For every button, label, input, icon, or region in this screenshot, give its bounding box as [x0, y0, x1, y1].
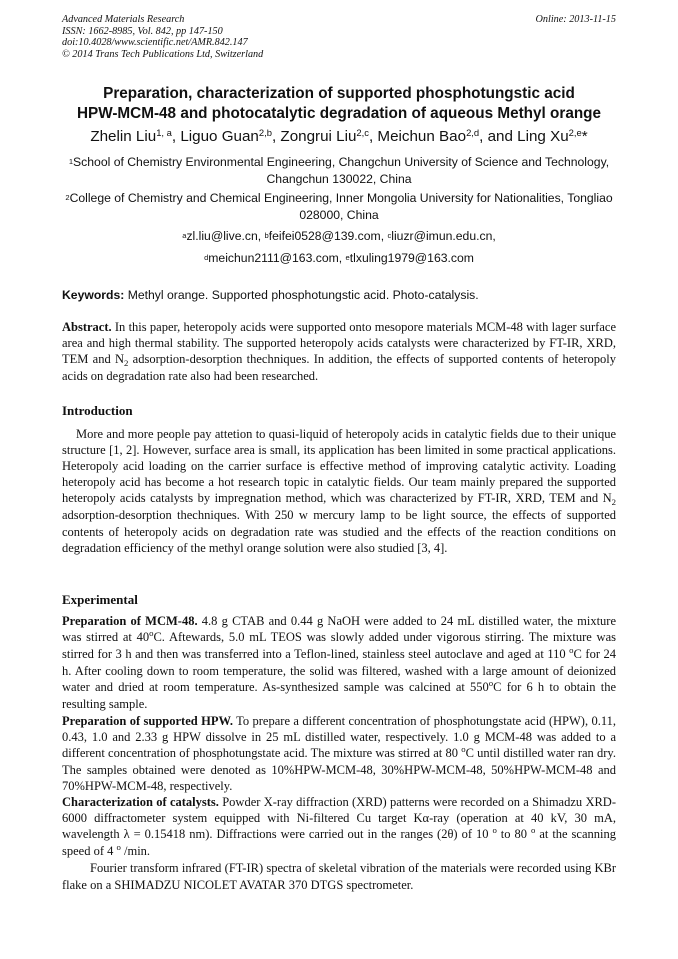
degree-mark: o [149, 628, 154, 639]
online-date: Online: 2013-11-15 [535, 14, 616, 25]
abstract-text: adsorption-desorption thechniques. In addition, the effects of supported contents of heteropoly acids on degradation rate also had been researched. [62, 352, 617, 384]
abstract [62, 319, 616, 384]
email-mark: b [264, 231, 269, 240]
author-name: Ling Xu [517, 128, 569, 145]
doi-line: doi:10.4028/www.scientific.net/AMR.842.147 [62, 37, 248, 49]
keywords-label: Keywords: [62, 288, 125, 302]
paragraph-text: 4.8 g CTAB and 0.44 g NaOH were added to 24 mL distilled water, the mixture was stirred at 40 [62, 614, 617, 645]
experimental-heading: Experimental [62, 592, 138, 607]
ftir-paragraph: Fourier transform infrared (FT-IR) spectra of skeletal vibration of the materials were recorded using KBr flake on a SHIMADZU NICOLET AVATAR 370 DTGS spectrometer. [62, 861, 616, 892]
email-address: feifei0528@139.com, [268, 229, 388, 243]
degree-mark: o [569, 645, 574, 656]
keywords [62, 288, 618, 302]
hpw-preparation-paragraph [62, 713, 616, 794]
affiliation-text: School of Chemistry Environmental Engineering, Changchun University of Science and Technology, Changchun 130022, China [73, 155, 610, 186]
introduction-paragraph [62, 426, 616, 556]
degree-mark: o [530, 825, 536, 836]
author-name: Liguo Guan [180, 128, 259, 145]
journal-header [62, 14, 263, 60]
experimental-section [62, 613, 616, 893]
issn-line: ISSN: 1662-8985, Vol. 842, pp 147-150 [62, 25, 223, 37]
degree-mark: o [461, 743, 466, 754]
paper-title [40, 84, 638, 123]
email-mark: e [345, 253, 350, 262]
affiliation-1 [60, 154, 618, 188]
paragraph-label: Preparation of MCM-48. [62, 614, 198, 628]
corresponding-author-mark: * [581, 128, 588, 145]
email-mark: c [387, 231, 392, 240]
paragraph-text: C for 24 h. After cooling down to room temperature, the solid was filtered, washed with a large amount of deionized water and dried at room temperature. As-synthesized sample was calcined at 550 [62, 647, 617, 695]
author-name: Meichun Bao [377, 128, 467, 145]
email-mark: a [182, 231, 187, 240]
author-name: Zongrui Liu [280, 128, 357, 145]
keywords-text: Methyl orange. Supported phosphotungstic acid. Photo-catalysis. [124, 288, 479, 302]
author-list [20, 128, 658, 145]
degree-mark: o [116, 842, 121, 853]
email-address: tlxuling1979@163.com [349, 251, 474, 265]
degree-mark: o [488, 678, 494, 689]
author-separator: , [271, 128, 281, 145]
paragraph-text: /min. [120, 844, 151, 859]
email-address: zl.liu@live.cn, [186, 229, 265, 243]
abstract-label: Abstract. [62, 320, 112, 334]
email-mark: d [204, 253, 209, 262]
author-affiliation-mark: 2,c [356, 127, 369, 138]
copyright-line: © 2014 Trans Tech Publications Ltd, Switzerland [62, 48, 264, 60]
paragraph-text: Powder X-ray diffraction (XRD) patterns were recorded on a Shimadzu XRD-6000 diffractometer system equipped with Ni-filtered Cu target Kα-ray (operation at 40 kV, 30 mA, wavelength λ = 0.15418 nm). Diffractions were carried out in the ranges (2θ) of 10 [62, 795, 616, 842]
paragraph-text: at the scanning speed of 4 [62, 827, 616, 859]
email-address: liuzr@imun.edu.cn, [391, 229, 496, 243]
introduction-text: More and more people pay attetion to quasi-liquid of heteropoly acids in catalytic fields due to their unique structure [1, 2]. However, surface area is small, its application has been limited in some practical applications. Heteropoly acid loading on the carrier surface is effective method of improving catalytic activity. Loading heteropoly acid has become a hot research topic in catalytic fields. Our team mainly prepared the supported heteropoly acids catalysts by impregnation method, which was characterized by FT-IR, XRD, TEM and N [62, 427, 616, 506]
paragraph-text: To prepare a different concentration of phosphotungstate acid (HPW), 0.11, 0.43, 1.0 and 2.33 g HPW dissolve in 25 mL distilled water, respectively. 1.0 g MCM-48 was added to a different concentration of phosphotungstate acid. The mixture was stirred at 80 [62, 713, 616, 760]
author-affiliation-mark: 1, a [156, 127, 172, 138]
author-affiliation-mark: 2,e [568, 127, 582, 138]
paragraph-label: Characterization of catalysts. [62, 795, 219, 810]
subscript: 2 [124, 358, 129, 369]
subscript: 2 [611, 497, 616, 508]
mcm48-preparation-paragraph [62, 613, 616, 713]
author-affiliation-mark: 2,b [258, 127, 272, 138]
title-line-1: Preparation, characterization of supported phosphotungstic acid [103, 85, 575, 102]
paragraph-text: C until distilled water ran dry. The samples obtained were denoted as 10%HPW-MCM-48, 30%HPW-MCM-48, 50%HPW-MCM-48 and 70%HPW-MCM-48, respectively. [62, 745, 616, 793]
author-affiliation-mark: 2,d [466, 127, 480, 138]
introduction-text: adsorption-desorption thechniques. With 250 w mercury lamp to be light source, the effects of supported contents of heteropoly acids on degradation rate was studied and the effects of the reaction conditions on degradation efficiency of the methyl orange solution were also studied [3, 4]. [62, 508, 616, 555]
journal-name: Advanced Materials Research [62, 14, 185, 25]
title-line-2: HPW-MCM-48 and photocatalytic degradation of aqueous Methyl orange [76, 104, 602, 122]
email-address: meichun2111@163.com, [208, 251, 346, 265]
abstract-text: In this paper, heteropoly acids were supported onto mesopore materials MCM-48 with lager surface area and high thermal stability. The supported heteropoly acids catalysts were characterized by FT-IR, XRD, TEM and N [62, 320, 616, 367]
affiliation-2 [60, 190, 618, 224]
paragraph-text: C. Aftewards, 5.0 mL TEOS was slowly added under vigorous stirring. The mixture was stirred for 3 h and then was transferred into a Teflon-lined, stainless steel autoclave and aged at 110 [62, 630, 616, 662]
paragraph-text: to 80 [496, 827, 531, 842]
degree-mark: o [492, 825, 497, 836]
author-separator: , and [479, 128, 518, 145]
email-line-1 [40, 228, 638, 245]
author-separator: , [368, 128, 378, 145]
email-line-2 [40, 250, 638, 267]
paragraph-label: Preparation of supported HPW. [62, 713, 233, 728]
affiliation-text: College of Chemistry and Chemical Engineering, Inner Mongolia University for Nationalities, Tongliao 028000, China [69, 191, 613, 222]
affiliation-number: 2 [65, 193, 70, 202]
paragraph-text: C for 6 h to obtain the resulting sample. [62, 680, 616, 712]
author-separator: , [171, 128, 181, 145]
characterization-paragraph [62, 794, 616, 860]
introduction-heading: Introduction [62, 403, 133, 418]
affiliation-number: 1 [68, 157, 74, 166]
author-name: Zhelin Liu [90, 128, 157, 145]
